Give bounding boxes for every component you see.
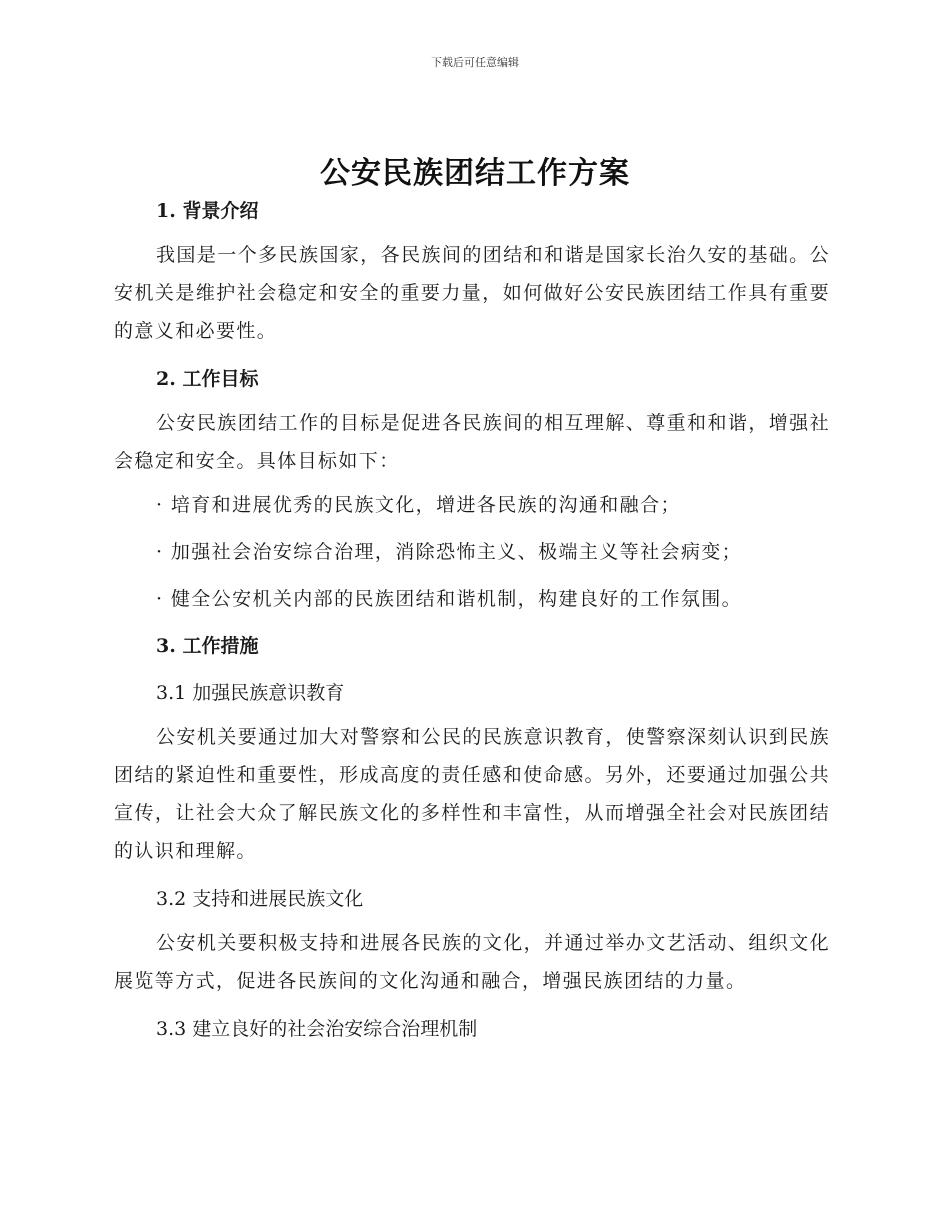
paragraph-3-1: 公安机关要通过加大对警察和公民的民族意识教育，使警察深刻认识到民族团结的紧迫性和重要性，形成高度的责任感和使命感。另外，还要通过加强公共宣传，让社会大众了解民族文化的多样性和丰富性，从而增强全社会对民族团结的认识和理解。: [114, 726, 830, 862]
subsection-heading-3-1: 3.1 加强民族意识教育: [156, 682, 345, 704]
section-heading-background: 1. 背景介绍: [156, 200, 259, 222]
paragraph-goals: 公安民族团结工作的目标是促进各民族间的相互理解、尊重和和谐，增强社会稳定和安全。具体目标如下：: [114, 412, 830, 472]
header-note: 下载后可任意编辑: [431, 56, 519, 69]
subsection-heading-3-3: 3.3 建立良好的社会治安综合治理机制: [156, 1018, 478, 1040]
paragraph-background: 我国是一个多民族国家，各民族间的团结和和谐是国家长治久安的基础。公安机关是维护社会稳定和安全的重要力量，如何做好公安民族团结工作具有重要的意义和必要性。: [114, 244, 830, 342]
document-title: 公安民族团结工作方案: [320, 156, 630, 191]
subsection-heading-3-2: 3.2 支持和进展民族文化: [156, 888, 364, 910]
section-heading-goals: 2. 工作目标: [156, 368, 259, 390]
document-body: [114, 196, 830, 1044]
goal-bullet-1: · 培育和进展优秀的民族文化，增进各民族的沟通和融合；: [156, 494, 681, 516]
goal-bullet-2: · 加强社会治安综合治理，消除恐怖主义、极端主义等社会病变；: [156, 541, 743, 563]
goal-bullet-3: · 健全公安机关内部的民族团结和谐机制，构建良好的工作氛围。: [156, 588, 743, 610]
paragraph-3-2: 公安机关要积极支持和进展各民族的文化，并通过举办文艺活动、组织文化展览等方式，促进各民族间的文化沟通和融合，增强民族团结的力量。: [114, 932, 830, 992]
section-heading-measures: 3. 工作措施: [156, 635, 259, 657]
